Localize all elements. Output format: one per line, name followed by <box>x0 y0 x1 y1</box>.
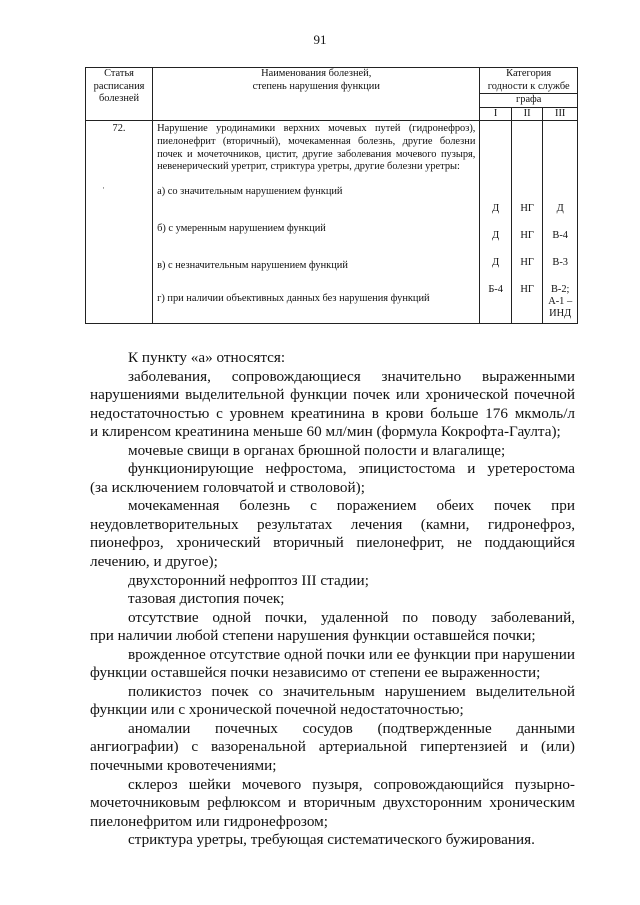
text-line: неудовлетворительных результатах лечения (камни, гидронефроз, <box>90 515 575 533</box>
grade-value: НГ <box>520 257 534 269</box>
text-line: поликистоз почек со значительным нарушением выделительной <box>128 682 575 700</box>
category-column-header <box>480 68 578 94</box>
header-line: годности к службе <box>487 80 570 92</box>
grafa-iii-values <box>543 121 578 324</box>
text-line: заболевания, сопровождающиеся значительно выраженными <box>128 367 575 385</box>
grafa-iii-header: III <box>543 107 578 121</box>
text-line: пионефроз, хронический вторичный пиелонефрит, не поддающийся <box>90 534 575 552</box>
grade-value: В-3 <box>552 257 568 269</box>
text-line: лечению, и другое); <box>90 553 218 571</box>
text-line: ангиографии) с вазоренальной артериальной гипертензией и (или) <box>90 738 575 756</box>
disease-description <box>153 121 480 324</box>
header-line: степень нарушения функции <box>252 80 380 92</box>
grade-value: НГ <box>520 230 534 242</box>
page-number: 91 <box>313 32 327 47</box>
subitem-v: в) с незначительным нарушением функций <box>157 259 348 271</box>
text-line: при наличии любой степени нарушения функции оставшейся почки; <box>90 627 536 645</box>
scan-dot-mark: · <box>102 183 105 193</box>
grade-value: НГ <box>520 284 534 296</box>
text-line: пиелонефритом или гидронефрозом; <box>90 812 328 830</box>
grade-value-line: В-2; <box>550 284 570 296</box>
article-number: 72. <box>86 121 153 324</box>
text-line: аномалии почечных сосудов (подтвержденные данными <box>128 719 575 737</box>
text-line: врожденное отсутствие одной почки или ее функции при нарушении <box>128 645 575 663</box>
header-line: расписания <box>93 80 145 92</box>
article-column-header <box>86 68 153 121</box>
text-line: недостаточностью с уровнем креатинина в крови больше 176 мкмоль/л <box>90 404 575 422</box>
grade-value: Д <box>556 203 564 215</box>
subitem-g: г) при наличии объективных данных без нарушения функций <box>157 292 430 304</box>
grade-value-line: ИНД <box>549 308 572 320</box>
text-line: функции оставшейся почки независимо от степени ее выраженности; <box>90 664 541 682</box>
text-line: (за исключением головчатой и стволовой); <box>90 478 365 496</box>
grade-value-multiline <box>545 284 575 320</box>
section-heading: К пункту «а» относятся: <box>128 349 286 366</box>
grade-value: В-4 <box>552 230 568 242</box>
text-line: функции или с хронической почечной недостаточностью; <box>90 701 464 719</box>
grade-value: Д <box>492 203 500 215</box>
grafa-ii-header: II <box>511 107 543 121</box>
header-line: болезней <box>98 93 140 105</box>
text-line: мочевые свищи в органах брюшной полости и влагалище; <box>128 441 506 459</box>
disease-intro: Нарушение уродинамики верхних мочевых путей (гидронефроз), пиелонефрит (вторичный), мочекаменная болезнь, другие болезни почек и мочеточников, цистит, другие заболевания мочевого пузыря, невенерический уретрит, стриктура уретры, другие болезни уретры: <box>157 123 476 173</box>
grade-value: Д <box>492 230 500 242</box>
grafa-ii-values <box>511 121 543 324</box>
subitem-a: а) со значительным нарушением функций <box>157 185 343 197</box>
grafa-header: графа <box>480 94 578 108</box>
text-line: мочеточниковым рефлюксом и вторичным двухсторонним хроническим <box>90 794 575 812</box>
grafa-i-header: I <box>480 107 512 121</box>
text-line: отсутствие одной почки, удаленной по поводу заболеваний, <box>128 608 575 626</box>
header-line: Категория <box>506 68 552 79</box>
text-line: склероз шейки мочевого пузыря, сопровождающийся пузырно- <box>128 775 575 793</box>
text-line: почечными кровотечениями; <box>90 757 277 775</box>
text-line: функционирующие нефростома, эпицистостома и уретеростома <box>128 460 575 478</box>
header-line: Статья <box>104 68 134 79</box>
explanatory-text <box>90 349 575 850</box>
text-line: мочекаменная болезнь с поражением обеих почек при <box>128 497 575 515</box>
grade-value: Б-4 <box>488 284 503 296</box>
text-line: нарушениями выделительной функции почек или хронической почечной <box>90 386 575 404</box>
grafa-i-values <box>480 121 512 324</box>
text-line: двухсторонний нефроптоз III стадии; <box>128 571 369 589</box>
grade-value: Д <box>492 257 500 269</box>
subitem-b: б) с умеренным нарушением функций <box>157 222 326 234</box>
grade-value: НГ <box>520 203 534 215</box>
grade-value-line: А-1 – <box>548 296 573 308</box>
text-line: и клиренсом креатинина меньше 60 мл/мин (формула Кокрофта-Гаулта); <box>90 423 561 441</box>
text-line: тазовая дистопия почек; <box>128 590 285 608</box>
header-line: Наименования болезней, <box>261 68 372 79</box>
text-line: стриктура уретры, требующая систематического бужирования. <box>128 831 535 849</box>
disease-schedule-table <box>85 67 578 324</box>
disease-name-column-header <box>153 68 480 121</box>
